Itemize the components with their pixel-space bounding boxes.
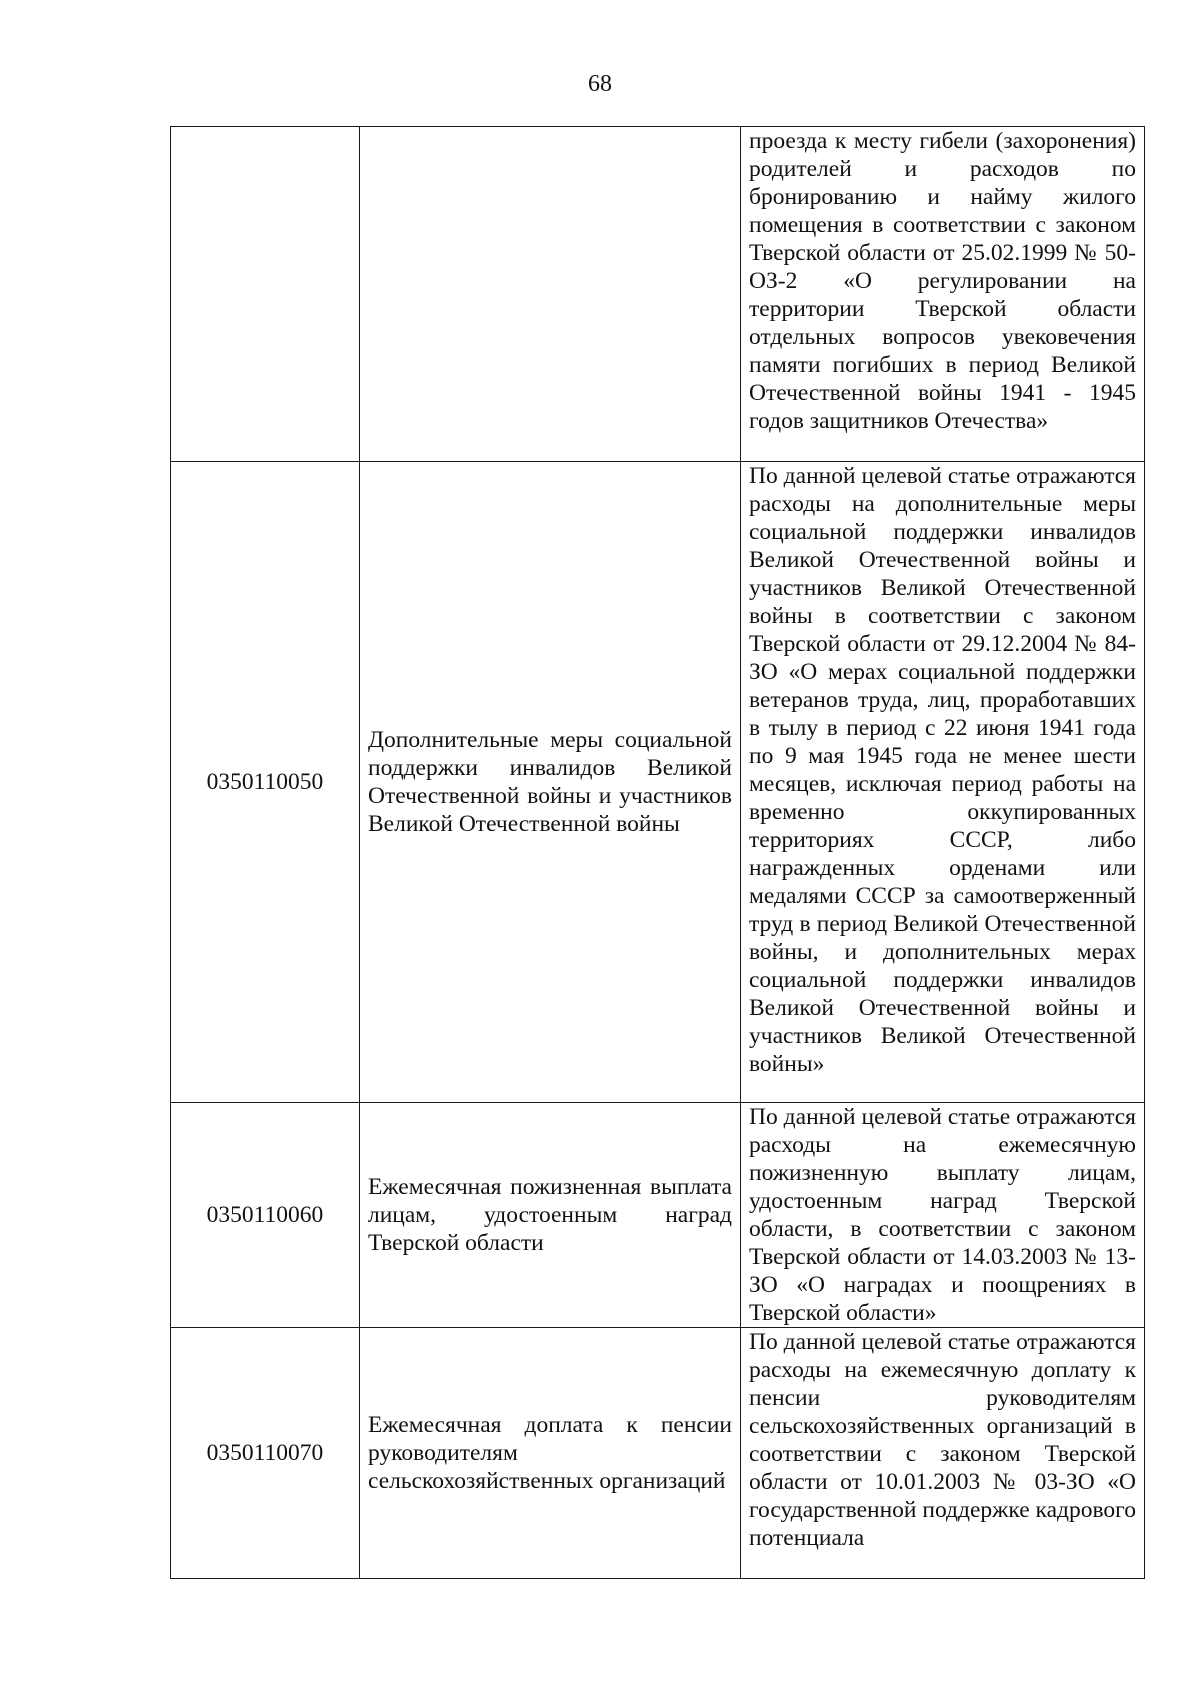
budget-classification-table [170, 126, 1145, 1579]
target-article-code: 0350110070 [171, 1328, 360, 1579]
target-article-description: По данной целевой статье отражаются расходы на дополнительные меры социальной поддержки инвалидов Великой Отечественной войны и участников Великой Отечественной войны в соответствии с законом Тверской области от 29.12.2004 № 84-ЗО «О мерах социальной поддержки ветеранов труда, лиц, проработавших в тылу в период с 22 июня 1941 года по 9 мая 1945 года не менее шести месяцев, исключая период работы на временно оккупированных территориях СССР, либо награжденных орденами или медалями СССР за самоотверженный труд в период Великой Отечественной войны, и дополнительных мерах социальной поддержки инвалидов Великой Отечественной войны и участников Великой Отечественной войны» [741, 462, 1145, 1103]
table-row [171, 127, 1145, 462]
table-row [171, 462, 1145, 1103]
target-article-description: проезда к месту гибели (захоронения) родителей и расходов по бронированию и найму жилого помещения в соответствии с законом Тверской области от 25.02.1999 № 50-ОЗ-2 «О регулировании на территории Тверской области отдельных вопросов увековечения памяти погибших в период Великой Отечественной войны 1941 - 1945 годов защитников Отечества» [741, 127, 1145, 462]
target-article-name [360, 127, 741, 462]
table-row [171, 1103, 1145, 1328]
target-article-description: По данной целевой статье отражаются расходы на ежемесячную пожизненную выплату лицам, удостоенным наград Тверской области, в соответствии с законом Тверской области от 14.03.2003 № 13-ЗО «О наградах и поощрениях в Тверской области» [741, 1103, 1145, 1328]
table-row [171, 1328, 1145, 1579]
target-article-code [171, 127, 360, 462]
target-article-description: По данной целевой статье отражаются расходы на ежемесячную доплату к пенсии руководителям сельскохозяйственных организаций в соответствии с законом Тверской области от 10.01.2003 № 03-ЗО «О государственной поддержке кадрового потенциала [741, 1328, 1145, 1579]
page-number: 68 [588, 71, 612, 97]
target-article-code: 0350110050 [171, 462, 360, 1103]
target-article-name: Ежемесячная доплата к пенсии руководителям сельскохозяйственных организаций [360, 1328, 741, 1579]
target-article-code: 0350110060 [171, 1103, 360, 1328]
target-article-name: Дополнительные меры социальной поддержки инвалидов Великой Отечественной войны и участников Великой Отечественной войны [360, 462, 741, 1103]
target-article-name: Ежемесячная пожизненная выплата лицам, удостоенным наград Тверской области [360, 1103, 741, 1328]
